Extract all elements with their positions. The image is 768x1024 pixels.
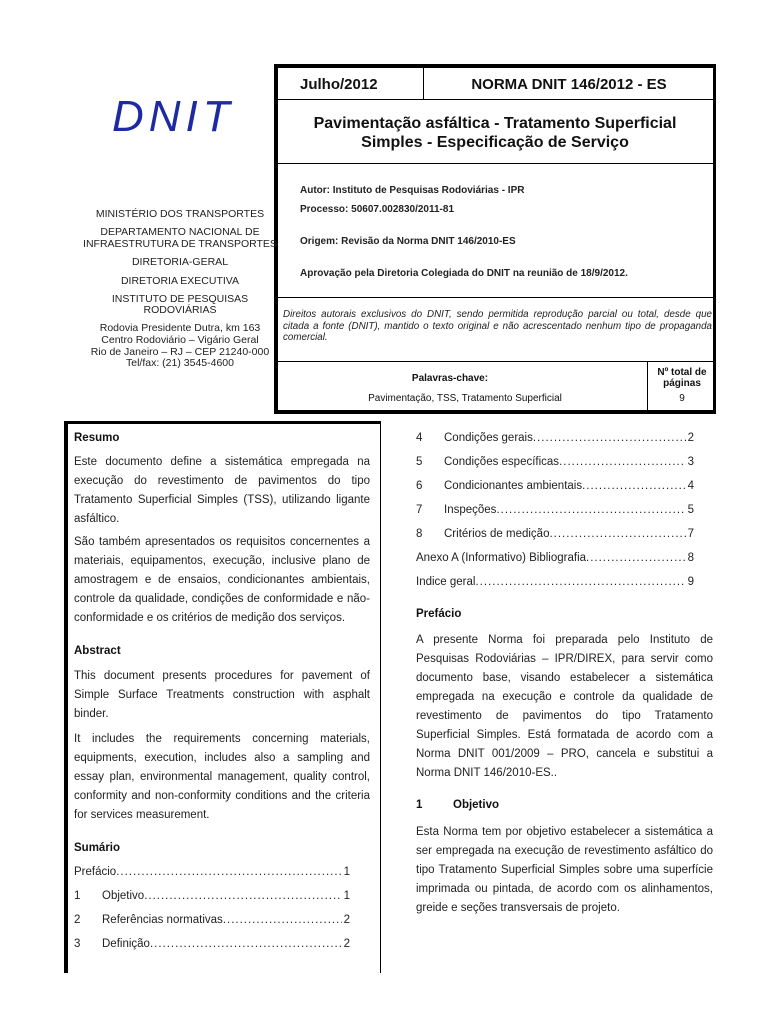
toc-leader <box>116 866 341 878</box>
toc-page: 9 <box>687 576 694 588</box>
toc-page: 1 <box>343 866 350 878</box>
toc-entry[interactable] <box>74 866 350 878</box>
prefacio-paragraph: A presente Norma foi preparada pelo Instituto de Pesquisas Rodoviárias – IPR/DIREX, para servir como documento base, visando estabelecer a sistemática empregada na execução e controle da qualidade de revestimento de pavimentos do tipo Tratamento Superficial Simples. Está formatada de acordo com a Norma DNIT 001/2009 – PRO, cancela e substitui a Norma DNIT 146/2010-ES.. <box>416 634 713 779</box>
keywords-label: Palavras-chave: <box>411 373 489 384</box>
abstract-paragraph: This document presents procedures for pavement of Simple Surface Treatments construction with asphalt binder. <box>74 670 370 720</box>
header-row-divider <box>276 99 716 100</box>
meta-approval: Aprovação pela Diretoria Colegiada do DNIT na reunião de 18/9/2012. <box>300 268 628 279</box>
abstract-paragraph: It includes the requirements concerning materials, equipments, execution, includes also a sampling and essay plan, environmental management, quality control, conformity and non-conformity conditions and the criteria for services measurement. <box>74 733 370 821</box>
toc-leader <box>144 890 341 902</box>
header-top-border <box>274 64 716 68</box>
total-pages-label-line: Nº total de <box>657 367 707 378</box>
toc-number: 8 <box>416 528 423 540</box>
toc-label: Índice geral <box>416 576 476 588</box>
norm-code: NORMA DNIT 146/2012 - ES <box>471 76 667 93</box>
keywords-value: Pavimentação, TSS, Tratamento Superficial <box>368 393 562 404</box>
resumo-heading: Resumo <box>74 432 120 444</box>
objetivo-heading: Objetivo <box>453 799 500 811</box>
toc-entry[interactable] <box>416 504 694 516</box>
resumo-paragraph: São também apresentados os requisitos concernentes a materiais, equipamentos, execução, inclusive plano de amostragem e de ensaios, condicionantes ambientais, controle da qualidade, condições de conformidade e não-conformidade e os critérios de medição dos serviços. <box>74 536 370 624</box>
toc-page: 2 <box>343 914 350 926</box>
toc-leader <box>150 938 342 950</box>
copyright-notice: Direitos autorais exclusivos do DNIT, sendo permitida reprodução parcial ou total, desde que citada a fonte (DNIT), mantido o texto original e não acrescentado nenhum tipo de propaganda comercial. <box>283 309 712 343</box>
resumo-paragraph: Este documento define a sistemática empregada na execução do revestimento de pavimentos do tipo Tratamento Superficial Simples (TSS), utilizando ligante asfáltico. <box>74 456 370 525</box>
toc-label: Condicionantes ambientais <box>444 480 583 492</box>
toc-entry[interactable] <box>416 528 694 540</box>
keywords-pages-divider <box>647 361 648 411</box>
org-address: Rio de Janeiro – RJ – CEP 21240-000 <box>90 346 270 358</box>
toc-page: 8 <box>687 552 694 564</box>
toc-entry[interactable] <box>74 938 350 950</box>
toc-page: 1 <box>343 890 350 902</box>
toc-leader <box>475 576 685 588</box>
sumario-heading: Sumário <box>74 842 121 854</box>
toc-number: 1 <box>74 890 81 902</box>
title-line: Simples - Especificação de Serviço <box>361 134 629 151</box>
toc-number: 4 <box>416 432 423 444</box>
org-line: DEPARTAMENTO NACIONAL DE <box>100 226 260 238</box>
org-line: DIRETORIA EXECUTIVA <box>120 275 240 287</box>
toc-label: Anexo A (Informativo) Bibliografia <box>416 552 587 564</box>
title-line: Pavimentação asfáltica - Tratamento Superficial <box>313 115 677 132</box>
toc-leader <box>549 528 685 540</box>
org-line: INSTITUTO DE PESQUISAS <box>111 293 249 305</box>
toc-number: 2 <box>74 914 81 926</box>
total-pages-value: 9 <box>679 393 685 404</box>
org-address: Centro Rodoviário – Vigário Geral <box>101 334 259 346</box>
toc-page: 3 <box>687 456 694 468</box>
toc-number: 3 <box>74 938 81 950</box>
total-pages-label <box>650 367 714 389</box>
toc-label: Objetivo <box>102 890 145 902</box>
toc-entry[interactable] <box>74 914 350 926</box>
toc-label: Referências normativas <box>102 914 223 926</box>
toc-entry[interactable] <box>416 576 694 588</box>
meta-origin: Origem: Revisão da Norma DNIT 146/2010-ES <box>300 236 516 247</box>
toc-entry[interactable] <box>416 552 694 564</box>
abstract-heading: Abstract <box>74 645 121 657</box>
toc-number: 5 <box>416 456 423 468</box>
toc-leader <box>582 480 686 492</box>
norm-date: Julho/2012 <box>300 76 378 93</box>
toc-page: 7 <box>687 528 694 540</box>
objetivo-number: 1 <box>416 799 423 811</box>
toc-entry[interactable] <box>416 480 694 492</box>
toc-entry[interactable] <box>416 456 694 468</box>
total-pages-label-line: páginas <box>663 378 701 389</box>
org-line: INFRAESTRUTURA DE TRANSPORTES <box>83 238 277 250</box>
meta-author: Autor: Instituto de Pesquisas Rodoviárias - IPR <box>300 185 525 196</box>
toc-page: 4 <box>687 480 694 492</box>
toc-label: Inspeções <box>444 504 497 516</box>
toc-page: 2 <box>687 432 694 444</box>
org-line: RODOVIÁRIAS <box>143 304 217 316</box>
toc-label: Condições gerais <box>444 432 533 444</box>
toc-entry[interactable] <box>74 890 350 902</box>
prefacio-heading: Prefácio <box>416 608 462 620</box>
document-title <box>280 114 710 152</box>
toc-leader <box>223 914 342 926</box>
org-phone: Tel/fax: (21) 3545-4600 <box>126 357 234 369</box>
toc-leader <box>586 552 686 564</box>
keywords-top-divider <box>276 361 716 362</box>
org-address: Rodovia Presidente Dutra, km 163 <box>99 322 261 334</box>
toc-label: Definição <box>102 938 150 950</box>
toc-number: 7 <box>416 504 423 516</box>
org-line: DIRETORIA-GERAL <box>131 256 229 268</box>
body-top-border <box>66 421 381 424</box>
meta-process: Processo: 50607.002830/2011-81 <box>300 204 455 215</box>
toc-entry[interactable] <box>416 432 694 444</box>
toc-label: Critérios de medição <box>444 528 550 540</box>
objetivo-paragraph: Esta Norma tem por objetivo estabelecer a sistemática a ser empregada na execução de revestimento asfáltico do tipo Tratamento Superficial Simples sobre uma superfície imprimada ou pintada, de acordo com os alinhamentos, greide e seções transversais de projeto. <box>416 826 713 914</box>
body-column-divider <box>380 421 381 973</box>
rights-top-divider <box>276 297 716 298</box>
header-bottom-border <box>274 410 716 414</box>
toc-label: Condições específicas <box>444 456 560 468</box>
body-left-border <box>64 421 68 973</box>
toc-label: Prefácio <box>74 866 117 878</box>
toc-leader <box>533 432 686 444</box>
toc-number: 6 <box>416 480 423 492</box>
title-bottom-divider <box>276 163 716 164</box>
toc-leader <box>496 504 685 516</box>
org-line: MINISTÉRIO DOS TRANSPORTES <box>95 208 265 220</box>
toc-page: 2 <box>343 938 350 950</box>
dnit-logo: DNIT <box>112 92 235 141</box>
toc-leader <box>559 456 686 468</box>
toc-page: 5 <box>687 504 694 516</box>
